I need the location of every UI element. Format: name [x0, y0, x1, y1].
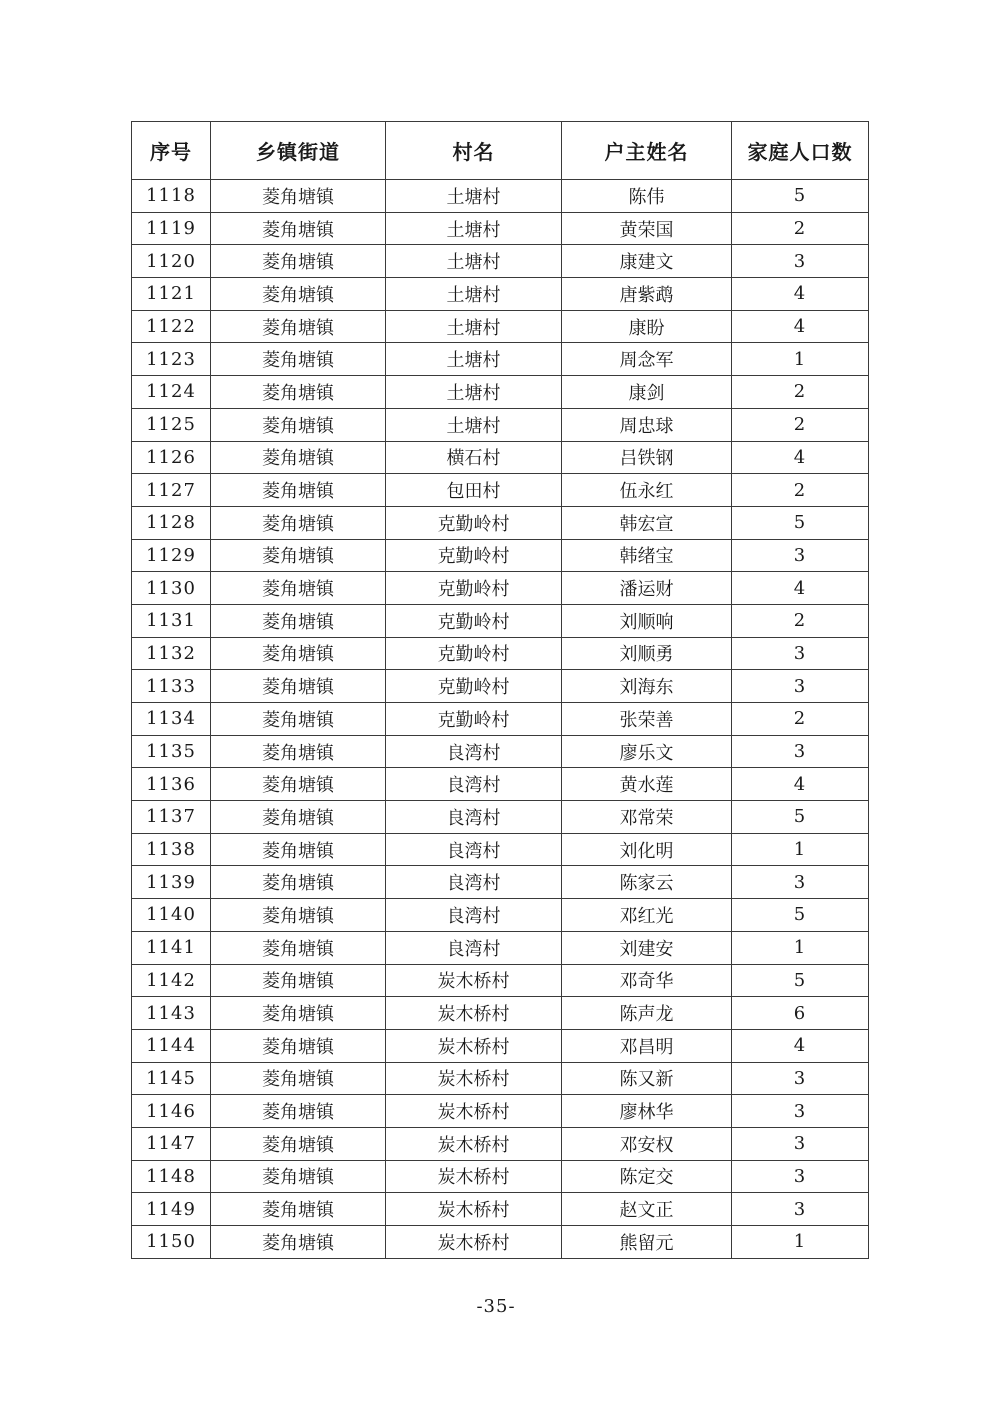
table-row [132, 1095, 869, 1128]
table-row [132, 866, 869, 899]
cell-family-size: 3 [732, 1193, 869, 1226]
cell-serial: 1145 [132, 1062, 211, 1095]
cell-township: 菱角塘镇 [211, 801, 386, 834]
table-row [132, 801, 869, 834]
cell-township: 菱角塘镇 [211, 212, 386, 245]
cell-householder: 陈家云 [562, 866, 732, 899]
table-body [132, 180, 869, 1259]
cell-serial: 1129 [132, 539, 211, 572]
cell-township: 菱角塘镇 [211, 997, 386, 1030]
cell-village: 良湾村 [386, 931, 562, 964]
cell-householder: 周忠球 [562, 408, 732, 441]
cell-householder: 刘化明 [562, 833, 732, 866]
cell-family-size: 2 [732, 604, 869, 637]
cell-family-size: 5 [732, 506, 869, 539]
cell-serial: 1118 [132, 180, 211, 213]
cell-family-size: 3 [732, 670, 869, 703]
cell-village: 克勤岭村 [386, 670, 562, 703]
table-row [132, 1226, 869, 1259]
cell-family-size: 3 [732, 637, 869, 670]
cell-serial: 1130 [132, 572, 211, 605]
cell-serial: 1134 [132, 703, 211, 736]
cell-serial: 1137 [132, 801, 211, 834]
cell-township: 菱角塘镇 [211, 310, 386, 343]
cell-family-size: 4 [732, 572, 869, 605]
table-row [132, 180, 869, 213]
cell-township: 菱角塘镇 [211, 1029, 386, 1062]
cell-serial: 1128 [132, 506, 211, 539]
cell-family-size: 3 [732, 1095, 869, 1128]
cell-village: 土塘村 [386, 245, 562, 278]
cell-serial: 1147 [132, 1127, 211, 1160]
cell-township: 菱角塘镇 [211, 703, 386, 736]
cell-township: 菱角塘镇 [211, 670, 386, 703]
cell-township: 菱角塘镇 [211, 1127, 386, 1160]
cell-township: 菱角塘镇 [211, 1160, 386, 1193]
cell-township: 菱角塘镇 [211, 1226, 386, 1259]
cell-family-size: 5 [732, 899, 869, 932]
cell-village: 良湾村 [386, 768, 562, 801]
cell-village: 克勤岭村 [386, 637, 562, 670]
table-row [132, 539, 869, 572]
cell-village: 克勤岭村 [386, 703, 562, 736]
column-header-householder: 户主姓名 [562, 122, 732, 180]
cell-village: 炭木桥村 [386, 1127, 562, 1160]
cell-township: 菱角塘镇 [211, 376, 386, 409]
cell-family-size: 3 [732, 539, 869, 572]
table-row [132, 212, 869, 245]
cell-serial: 1148 [132, 1160, 211, 1193]
cell-serial: 1139 [132, 866, 211, 899]
cell-householder: 陈声龙 [562, 997, 732, 1030]
table-row [132, 604, 869, 637]
cell-family-size: 1 [732, 931, 869, 964]
table-row [132, 833, 869, 866]
cell-serial: 1133 [132, 670, 211, 703]
cell-family-size: 3 [732, 866, 869, 899]
cell-village: 炭木桥村 [386, 1160, 562, 1193]
cell-village: 土塘村 [386, 212, 562, 245]
table-row [132, 670, 869, 703]
cell-village: 土塘村 [386, 376, 562, 409]
cell-village: 土塘村 [386, 310, 562, 343]
cell-family-size: 3 [732, 245, 869, 278]
table-row [132, 408, 869, 441]
cell-householder: 韩宏宣 [562, 506, 732, 539]
table-row [132, 441, 869, 474]
cell-serial: 1125 [132, 408, 211, 441]
cell-village: 土塘村 [386, 343, 562, 376]
cell-serial: 1124 [132, 376, 211, 409]
page-number: -35- [476, 1296, 516, 1317]
cell-township: 菱角塘镇 [211, 833, 386, 866]
cell-householder: 吕铁钢 [562, 441, 732, 474]
cell-township: 菱角塘镇 [211, 180, 386, 213]
cell-township: 菱角塘镇 [211, 1095, 386, 1128]
cell-village: 炭木桥村 [386, 1193, 562, 1226]
cell-serial: 1127 [132, 474, 211, 507]
cell-family-size: 5 [732, 964, 869, 997]
cell-serial: 1149 [132, 1193, 211, 1226]
cell-township: 菱角塘镇 [211, 637, 386, 670]
cell-township: 菱角塘镇 [211, 441, 386, 474]
cell-serial: 1119 [132, 212, 211, 245]
table-row [132, 278, 869, 311]
table-row [132, 343, 869, 376]
column-header-family-size: 家庭人口数 [732, 122, 869, 180]
cell-family-size: 2 [732, 474, 869, 507]
cell-serial: 1121 [132, 278, 211, 311]
table-row [132, 1193, 869, 1226]
table-row [132, 572, 869, 605]
cell-family-size: 4 [732, 1029, 869, 1062]
cell-township: 菱角塘镇 [211, 735, 386, 768]
cell-serial: 1120 [132, 245, 211, 278]
cell-householder: 邓常荣 [562, 801, 732, 834]
column-header-village: 村名 [386, 122, 562, 180]
cell-family-size: 4 [732, 310, 869, 343]
cell-township: 菱角塘镇 [211, 964, 386, 997]
table-row [132, 1062, 869, 1095]
cell-township: 菱角塘镇 [211, 245, 386, 278]
column-header-township: 乡镇街道 [211, 122, 386, 180]
cell-family-size: 3 [732, 1127, 869, 1160]
cell-family-size: 3 [732, 735, 869, 768]
table-row [132, 1029, 869, 1062]
table-row [132, 899, 869, 932]
cell-householder: 伍永红 [562, 474, 732, 507]
cell-householder: 陈又新 [562, 1062, 732, 1095]
cell-serial: 1123 [132, 343, 211, 376]
cell-householder: 黄水莲 [562, 768, 732, 801]
table-row [132, 1160, 869, 1193]
cell-village: 炭木桥村 [386, 1095, 562, 1128]
cell-householder: 陈伟 [562, 180, 732, 213]
header-row [132, 122, 869, 180]
table-row [132, 1127, 869, 1160]
cell-township: 菱角塘镇 [211, 343, 386, 376]
cell-village: 炭木桥村 [386, 1062, 562, 1095]
cell-family-size: 2 [732, 408, 869, 441]
cell-village: 克勤岭村 [386, 572, 562, 605]
cell-village: 良湾村 [386, 899, 562, 932]
cell-township: 菱角塘镇 [211, 408, 386, 441]
cell-householder: 张荣善 [562, 703, 732, 736]
cell-family-size: 5 [732, 180, 869, 213]
cell-family-size: 5 [732, 801, 869, 834]
cell-family-size: 2 [732, 376, 869, 409]
cell-householder: 赵文正 [562, 1193, 732, 1226]
cell-village: 良湾村 [386, 801, 562, 834]
cell-householder: 潘运财 [562, 572, 732, 605]
cell-family-size: 1 [732, 833, 869, 866]
cell-village: 土塘村 [386, 278, 562, 311]
cell-serial: 1138 [132, 833, 211, 866]
cell-householder: 熊留元 [562, 1226, 732, 1259]
cell-village: 克勤岭村 [386, 506, 562, 539]
cell-family-size: 1 [732, 343, 869, 376]
cell-householder: 廖林华 [562, 1095, 732, 1128]
cell-serial: 1136 [132, 768, 211, 801]
cell-serial: 1143 [132, 997, 211, 1030]
cell-family-size: 4 [732, 278, 869, 311]
cell-serial: 1142 [132, 964, 211, 997]
cell-householder: 邓奇华 [562, 964, 732, 997]
cell-family-size: 1 [732, 1226, 869, 1259]
cell-township: 菱角塘镇 [211, 1193, 386, 1226]
cell-township: 菱角塘镇 [211, 768, 386, 801]
column-header-serial: 序号 [132, 122, 211, 180]
cell-serial: 1140 [132, 899, 211, 932]
table-row [132, 768, 869, 801]
cell-householder: 唐紫鹉 [562, 278, 732, 311]
cell-village: 土塘村 [386, 408, 562, 441]
cell-village: 包田村 [386, 474, 562, 507]
cell-family-size: 3 [732, 1062, 869, 1095]
cell-family-size: 6 [732, 997, 869, 1030]
cell-householder: 陈定交 [562, 1160, 732, 1193]
cell-serial: 1141 [132, 931, 211, 964]
cell-village: 克勤岭村 [386, 604, 562, 637]
cell-serial: 1131 [132, 604, 211, 637]
cell-family-size: 4 [732, 768, 869, 801]
cell-village: 克勤岭村 [386, 539, 562, 572]
cell-householder: 刘建安 [562, 931, 732, 964]
cell-village: 炭木桥村 [386, 964, 562, 997]
cell-householder: 康建文 [562, 245, 732, 278]
cell-township: 菱角塘镇 [211, 604, 386, 637]
cell-village: 炭木桥村 [386, 997, 562, 1030]
cell-householder: 邓昌明 [562, 1029, 732, 1062]
table-row [132, 637, 869, 670]
cell-family-size: 2 [732, 212, 869, 245]
cell-serial: 1126 [132, 441, 211, 474]
cell-village: 良湾村 [386, 735, 562, 768]
cell-township: 菱角塘镇 [211, 931, 386, 964]
cell-family-size: 3 [732, 1160, 869, 1193]
table-row [132, 376, 869, 409]
cell-family-size: 4 [732, 441, 869, 474]
table-row [132, 964, 869, 997]
cell-householder: 邓安权 [562, 1127, 732, 1160]
cell-householder: 廖乐文 [562, 735, 732, 768]
household-table [131, 121, 869, 1259]
cell-village: 土塘村 [386, 180, 562, 213]
cell-householder: 黄荣国 [562, 212, 732, 245]
cell-village: 炭木桥村 [386, 1226, 562, 1259]
cell-township: 菱角塘镇 [211, 866, 386, 899]
cell-householder: 刘顺响 [562, 604, 732, 637]
table-row [132, 997, 869, 1030]
cell-township: 菱角塘镇 [211, 899, 386, 932]
cell-householder: 邓红光 [562, 899, 732, 932]
cell-family-size: 2 [732, 703, 869, 736]
table-row [132, 931, 869, 964]
table-row [132, 474, 869, 507]
cell-village: 炭木桥村 [386, 1029, 562, 1062]
table-row [132, 735, 869, 768]
table-row [132, 506, 869, 539]
cell-serial: 1122 [132, 310, 211, 343]
cell-householder: 康盼 [562, 310, 732, 343]
cell-village: 良湾村 [386, 866, 562, 899]
cell-serial: 1135 [132, 735, 211, 768]
cell-householder: 康剑 [562, 376, 732, 409]
cell-householder: 周念军 [562, 343, 732, 376]
cell-householder: 刘顺勇 [562, 637, 732, 670]
cell-householder: 韩绪宝 [562, 539, 732, 572]
cell-serial: 1146 [132, 1095, 211, 1128]
table-row [132, 310, 869, 343]
cell-township: 菱角塘镇 [211, 506, 386, 539]
cell-township: 菱角塘镇 [211, 1062, 386, 1095]
table-row [132, 703, 869, 736]
cell-township: 菱角塘镇 [211, 474, 386, 507]
cell-village: 横石村 [386, 441, 562, 474]
cell-township: 菱角塘镇 [211, 572, 386, 605]
cell-township: 菱角塘镇 [211, 278, 386, 311]
table-row [132, 245, 869, 278]
cell-serial: 1144 [132, 1029, 211, 1062]
cell-serial: 1150 [132, 1226, 211, 1259]
cell-village: 良湾村 [386, 833, 562, 866]
cell-householder: 刘海东 [562, 670, 732, 703]
cell-serial: 1132 [132, 637, 211, 670]
cell-township: 菱角塘镇 [211, 539, 386, 572]
table-header [132, 122, 869, 180]
